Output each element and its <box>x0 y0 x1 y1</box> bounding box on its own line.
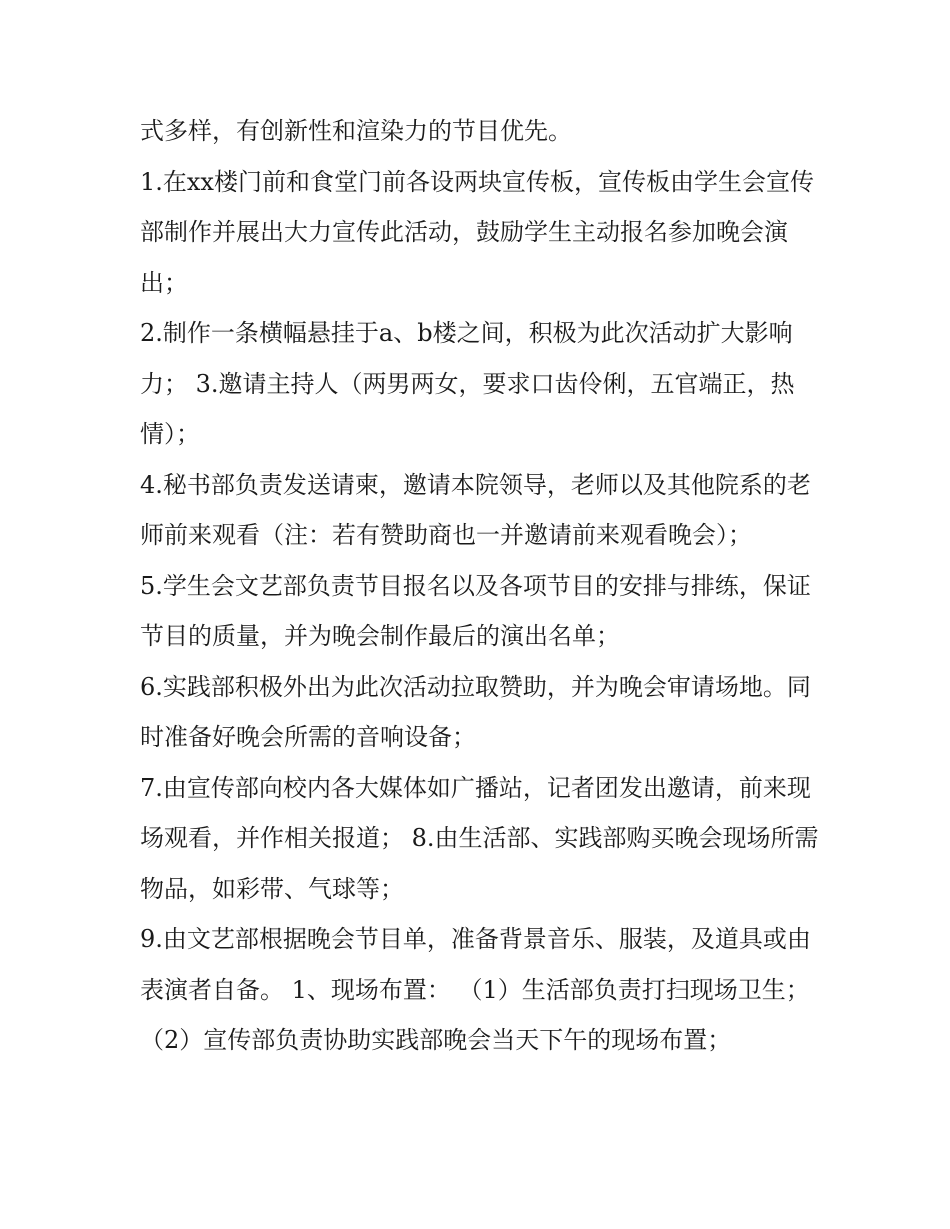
document-body <box>140 106 820 1066</box>
paragraph-item-9: 9.由文艺部根据晚会节目单，准备背景音乐、服装，及道具或由表演者自备。 1、现场布置： （1）生活部负责打扫现场卫生； <box>140 925 811 1004</box>
paragraph-item-7-8: 7.由宣传部向校内各大媒体如广播站，记者团发出邀请，前来现场观看，并作相关报道； 8.由生活部、实践部购买晚会现场所需物品，如彩带、气球等； <box>140 773 819 903</box>
paragraph-intro-tail: 式多样，有创新性和渲染力的节目优先。 <box>140 117 572 145</box>
paragraph-item-5: 5.学生会文艺部负责节目报名以及各项节目的安排与排练，保证节目的质量，并为晚会制作最后的演出名单； <box>140 571 811 650</box>
paragraph-item-6: 6.实践部积极外出为此次活动拉取赞助，并为晚会审请场地。同时准备好晚会所需的音响设备； <box>140 672 811 751</box>
paragraph-item-2-3: 2.制作一条横幅悬挂于a、b楼之间，积极为此次活动扩大影响力； 3.邀请主持人（两男两女，要求口齿伶俐，五官端正，热情）； <box>140 319 795 448</box>
paragraph-sub-item-2: （2）宣传部负责协助实践部晚会当天下午的现场布置； <box>140 1026 732 1054</box>
paragraph-item-4: 4.秘书部负责发送请柬，邀请本院领导，老师以及其他院系的老师前来观看（注：若有赞助商也一并邀请前来观看晚会）； <box>140 470 811 549</box>
paragraph-item-1: 1.在xx楼门前和食堂门前各设两块宣传板，宣传板由学生会宣传部制作并展出大力宣传此活动，鼓励学生主动报名参加晚会演出； <box>140 167 814 297</box>
